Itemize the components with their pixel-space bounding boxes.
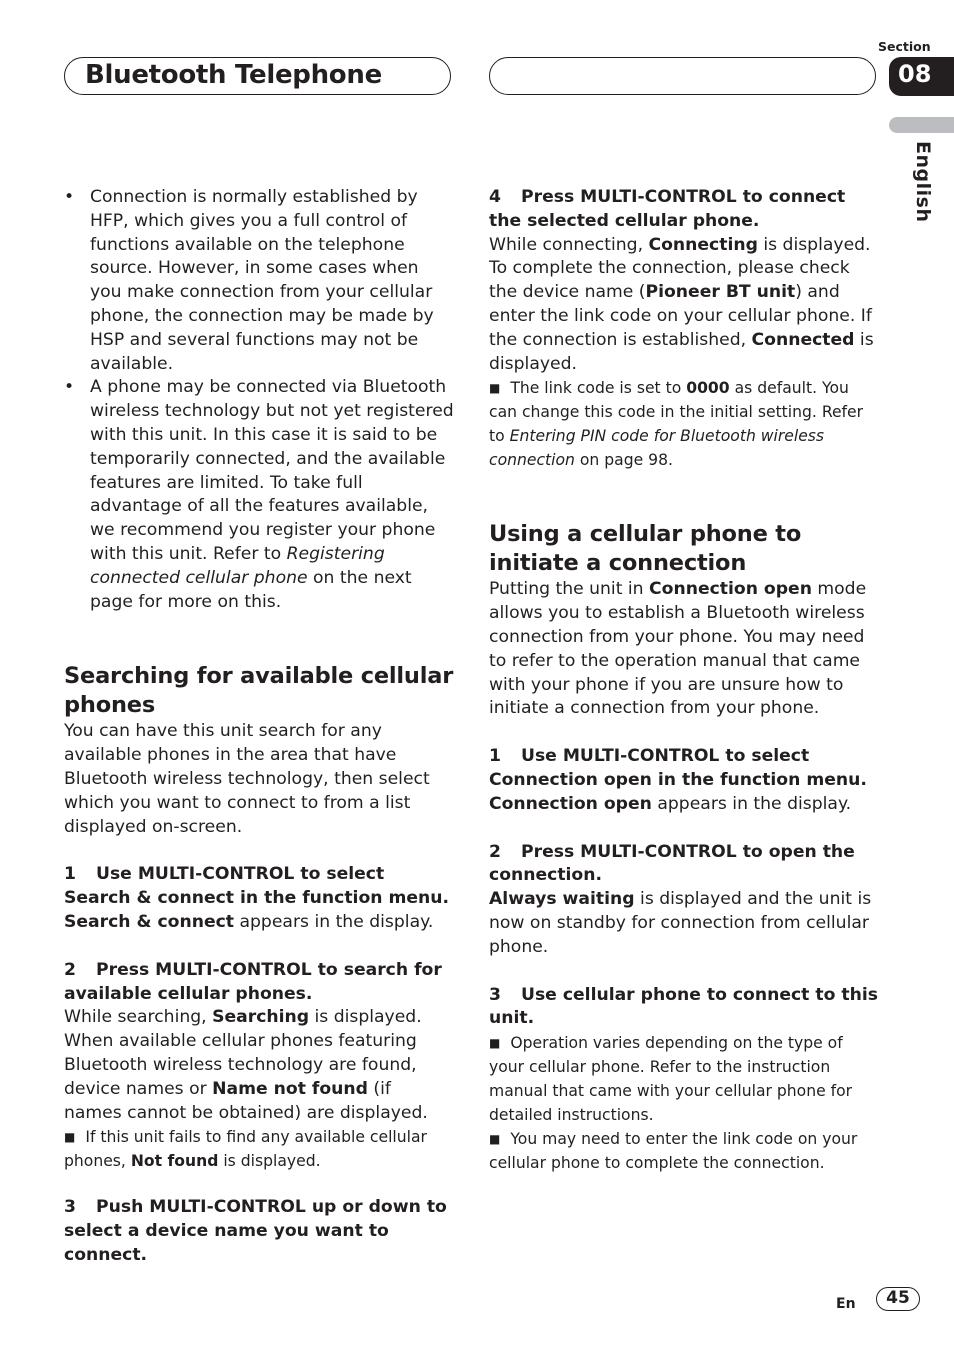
heading-searching: Searching for available cellular phones [64,663,454,719]
page-number: 45 [876,1287,920,1311]
right-step-2-title: 2 Press MULTI-CONTROL to open the connection. [489,841,855,886]
right-step-3-title: 3 Use cellular phone to connect to this unit. [489,984,878,1029]
bullet-temporary-connection: • A phone may be connected via Bluetooth wireless technology but not yet registered with this unit. In this case it is said to be temporarily connected, and the available features are limited. To take full advantage of all the features available, we recommend you register your phone with this unit. Refer to Registering connected cellular phone on the next page for more on this. [64,376,454,614]
right-step-1-title: 1 Use MULTI-CONTROL to select Connection open in the function menu. [489,746,867,790]
section-label: Section [878,39,931,54]
square-bullet-icon: ■ [489,1036,501,1051]
left-step-1-title: 1 Use MULTI-CONTROL to select Search & connect in the function menu. [64,864,450,909]
square-bullet-icon: ■ [489,1132,501,1147]
square-bullet-icon: ■ [489,381,501,396]
right-step-3-note-1: ■ Operation varies depending on the type of your cellular phone. Refer to the instruction manual that came with your cellular phone for detailed instructions. [489,1034,853,1125]
bullet-hfp: • Connection is normally established by HFP, which gives you a full control of functions available on the telephone source. However, in some cases when you make connection from your cellular phone, the connection may be made by HSP and several functions may not be available. [64,186,454,376]
left-column [64,186,454,1268]
language-label: English [912,141,934,223]
language-tab-marker [889,117,954,133]
right-step-4-title: 4 Press MULTI-CONTROL to connect the selected cellular phone. [489,187,846,231]
left-step-1-body: Search & connect appears in the display. [64,911,434,932]
right-step-2-body: Always waiting is displayed and the unit is now on standby for connection from cellular phone. [489,889,872,957]
header-blank-box [489,57,876,95]
initiate-intro: Putting the unit in Connection open mode allows you to establish a Bluetooth wireless connection from your phone. You may need to refer to the operation manual that came with your phone if you are unsure how to initiate a connection from your phone. [489,579,867,719]
right-step-4-note: ■ The link code is set to 0000 as default. You can change this code in the initial setting. Refer to Entering PIN code for Bluetooth wireless connection on page 98. [489,379,864,470]
right-step-4-body: While connecting, Connecting is displayed. To complete the connection, please check the device name (Pioneer BT unit) and enter the link code on your cellular phone. If the connection is established, Connected is displayed. [489,234,874,374]
right-column [489,186,879,1175]
heading-initiate-connection: Using a cellular phone to initiate a connection [489,521,802,577]
cross-reference: Registering connected cellular phone [90,543,385,588]
section-number-tab: 08 [889,57,954,96]
square-bullet-icon: ■ [64,1130,76,1145]
right-step-1-body: Connection open appears in the display. [489,793,852,814]
right-step-3-note-2: ■ You may need to enter the link code on your cellular phone to complete the connection. [489,1130,858,1173]
searching-intro: You can have this unit search for any available phones in the area that have Bluetooth wireless technology, then select which you want to connect to from a list displayed on-screen. [64,721,430,837]
page-title: Bluetooth Telephone [85,60,382,90]
left-step-2-body: While searching, Searching is displayed. When available cellular phones featuring Bluetooth wireless technology are found, device names or Name not found (if names cannot be obtained) are displayed. [64,1007,428,1123]
left-step-2-title: 2 Press MULTI-CONTROL to search for available cellular phones. [64,959,442,1004]
header-title-box [64,57,451,95]
left-step-2-note: ■ If this unit fails to find any available cellular phones, Not found is displayed. [64,1128,427,1171]
left-step-3-title: 3 Push MULTI-CONTROL up or down to select a device name you want to connect. [64,1197,447,1265]
footer-language: En [836,1296,856,1312]
bullet-list [64,186,454,614]
